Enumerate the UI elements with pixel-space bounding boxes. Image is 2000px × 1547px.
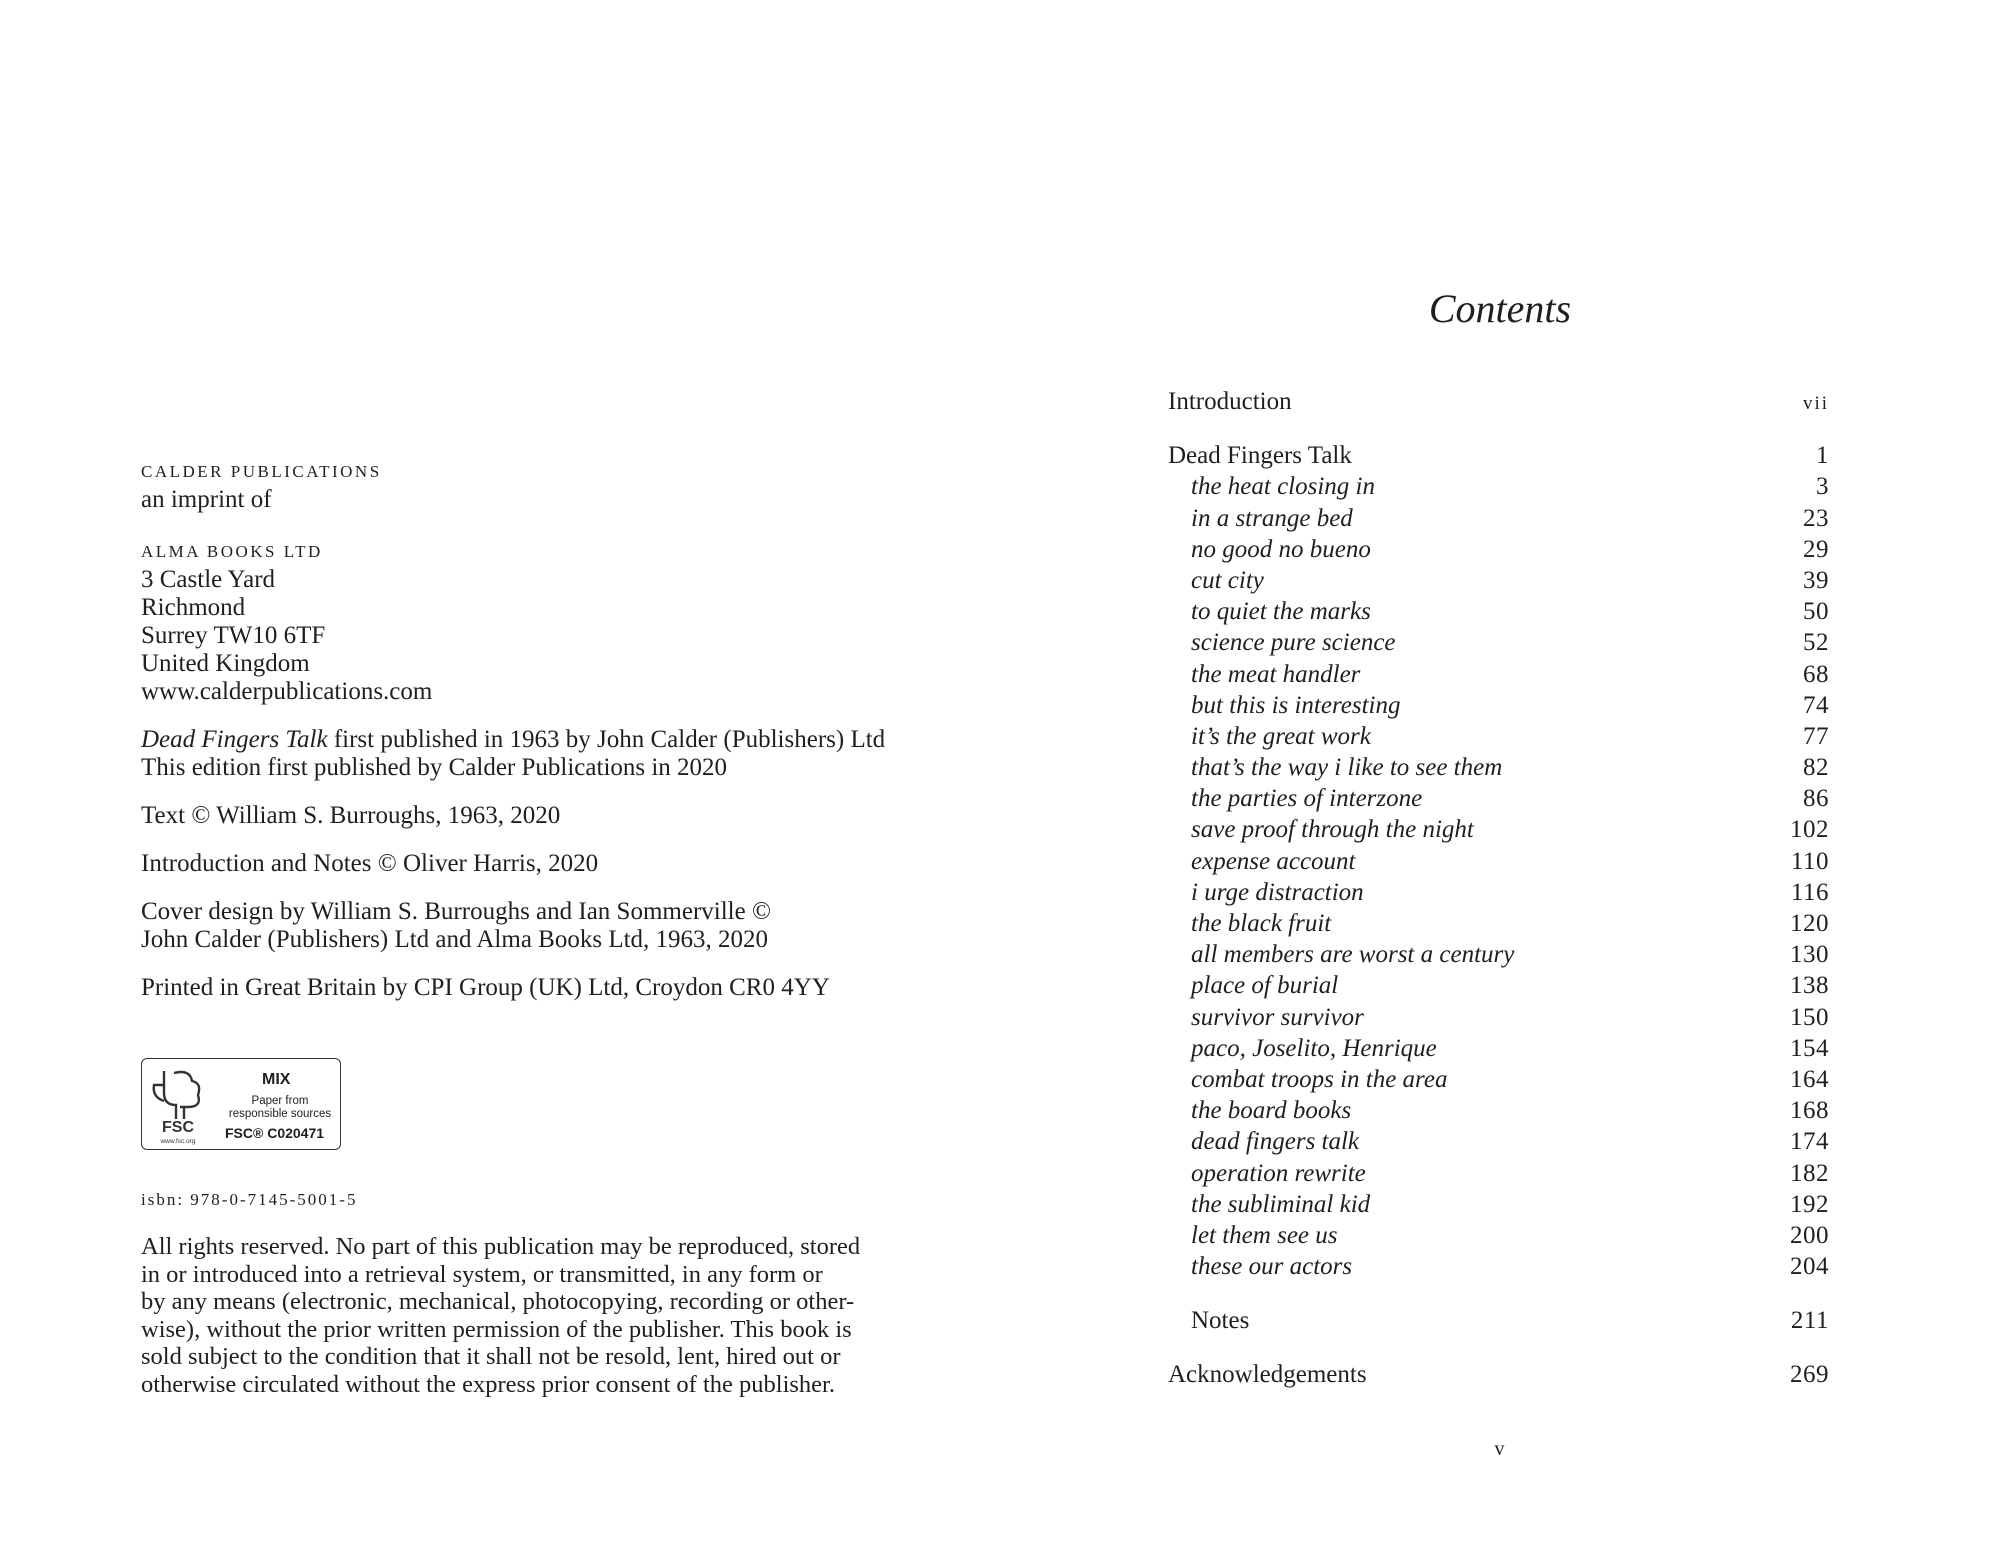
fsc-label (141, 1058, 341, 1150)
cover-design-line: Cover design by William S. Burroughs and Ian Sommerville © (141, 898, 771, 925)
toc-page: 116 (1790, 878, 1829, 906)
toc-chapter[interactable] (1168, 1097, 1829, 1128)
toc-page: 164 (1790, 1065, 1829, 1093)
toc-label: but this is interesting (1191, 691, 1401, 719)
toc-label: in a strange bed (1191, 504, 1353, 532)
fsc-tree-icon (150, 1063, 206, 1147)
toc-page: 86 (1803, 785, 1829, 813)
toc-label: science pure science (1191, 629, 1396, 657)
imprint-of: an imprint of (141, 486, 272, 513)
toc-chapter[interactable] (1168, 972, 1829, 1003)
rights-line: All rights reserved. No part of this publication may be reproduced, stored (141, 1233, 861, 1260)
toc-page: 110 (1790, 847, 1829, 875)
toc-label: save proof through the night (1191, 816, 1474, 844)
imprint-block (141, 458, 901, 1002)
toc-page: 120 (1790, 910, 1829, 937)
toc-page: 150 (1790, 1003, 1829, 1031)
toc-page: 130 (1790, 941, 1829, 969)
toc-chapter[interactable] (1168, 785, 1829, 816)
toc-page: 192 (1790, 1190, 1829, 1218)
address-line: 3 Castle Yard (141, 566, 276, 593)
toc-page: 68 (1803, 660, 1829, 688)
toc-chapter[interactable] (1168, 473, 1829, 504)
toc-label: combat troops in the area (1191, 1065, 1448, 1093)
rights-line: wise), without the prior written permission of the publisher. This book is (141, 1315, 852, 1343)
toc-chapter[interactable] (1168, 1035, 1829, 1066)
toc-page: 211 (1790, 1307, 1829, 1335)
toc-page: 269 (1790, 1361, 1829, 1389)
toc-page: 23 (1803, 504, 1829, 532)
toc-label: the subliminal kid (1191, 1190, 1371, 1218)
toc-page: 154 (1790, 1034, 1829, 1062)
toc-chapter[interactable] (1168, 629, 1829, 660)
fsc-code: FSC® C020471 (225, 1125, 325, 1141)
text-copyright: Text © William S. Burroughs, 1963, 2020 (141, 802, 561, 829)
toc-label: place of burial (1191, 972, 1339, 1000)
toc-label: Introduction (1168, 388, 1292, 415)
toc-label: operation rewrite (1191, 1159, 1366, 1187)
rights-notice (141, 1233, 863, 1399)
rights-line: otherwise circulated without the express prior consent of the publisher. (141, 1370, 835, 1398)
cover-design-line: John Calder (Publishers) Ltd and Alma Books Ltd, 1963, 2020 (141, 926, 769, 953)
toc-label: no good no bueno (1191, 535, 1371, 563)
toc-page: 74 (1803, 691, 1829, 719)
isbn: isbn: 978-0-7145-5001-5 (141, 1190, 358, 1209)
contents-page (1000, 0, 2000, 1547)
fsc-paper-sources: Paper from responsible sources (228, 1095, 332, 1120)
toc-page: 39 (1803, 566, 1829, 594)
toc-page: 182 (1790, 1159, 1829, 1187)
toc-label: these our actors (1191, 1253, 1353, 1281)
toc-entry-notes[interactable] (1168, 1307, 1829, 1338)
toc-chapter[interactable] (1168, 1253, 1829, 1284)
toc-page: 204 (1790, 1253, 1829, 1281)
publisher-name: CALDER PUBLICATIONS (141, 462, 382, 481)
toc-label: Dead Fingers Talk (1168, 442, 1352, 470)
intro-copyright: Introduction and Notes © Oliver Harris, 2020 (141, 850, 599, 877)
toc-chapter[interactable] (1168, 536, 1829, 567)
toc-page: 29 (1803, 535, 1829, 563)
toc-label: the parties of interzone (1191, 785, 1423, 813)
toc-label: let them see us (1191, 1221, 1338, 1249)
toc-chapter[interactable] (1168, 1222, 1829, 1253)
edition-notice (141, 726, 901, 782)
toc-label: the board books (1191, 1097, 1352, 1125)
toc-label: the meat handler (1191, 660, 1361, 688)
toc-page: 138 (1790, 972, 1829, 1000)
parent-publisher: ALMA BOOKS LTD (141, 542, 323, 561)
toc-chapter[interactable] (1168, 505, 1829, 536)
rights-line: in or introduced into a retrieval system, or transmitted, in any form or (141, 1260, 823, 1288)
toc-page: 174 (1790, 1128, 1829, 1156)
toc-label: i urge distraction (1191, 878, 1364, 906)
toc-page: vii (1802, 393, 1829, 414)
rights-line: by any means (electronic, mechanical, photocopying, recording or other- (141, 1288, 855, 1316)
toc-page: 82 (1803, 754, 1829, 782)
toc-page: 3 (1816, 473, 1829, 501)
printer-notice: Printed in Great Britain by CPI Group (UK) Ltd, Croydon CR0 4YY (141, 974, 830, 1001)
toc-label: Notes (1191, 1307, 1250, 1335)
toc-label: paco, Joselito, Henrique (1191, 1034, 1437, 1062)
toc-page: 1 (1816, 442, 1829, 470)
address-line: Richmond (141, 594, 246, 621)
toc-chapter[interactable] (1168, 598, 1829, 629)
toc-page: 52 (1803, 629, 1829, 657)
toc-chapter[interactable] (1168, 692, 1829, 723)
toc-label: that’s the way i like to see them (1191, 754, 1503, 782)
toc-chapter[interactable] (1168, 754, 1829, 785)
toc-label: expense account (1191, 847, 1356, 875)
toc-entry-introduction[interactable] (1168, 388, 1829, 419)
rights-line: sold subject to the condition that it shall not be resold, lent, hired out or (141, 1343, 841, 1371)
toc-chapter[interactable] (1168, 910, 1829, 941)
fsc-logo-text: FSC (162, 1119, 194, 1136)
toc-chapter[interactable] (1168, 941, 1829, 972)
toc-chapter[interactable] (1168, 1066, 1829, 1097)
toc-chapter[interactable] (1168, 1128, 1829, 1159)
toc-entry-dead-fingers-talk[interactable] (1168, 442, 1829, 473)
toc-page: 50 (1803, 598, 1829, 626)
address-line: United Kingdom (141, 650, 310, 677)
address-line: Surrey TW10 6TF (141, 622, 326, 649)
toc-chapter[interactable] (1168, 1191, 1829, 1222)
fsc-logo-url: www.fsc.org (160, 1138, 196, 1145)
toc-chapter[interactable] (1168, 1004, 1829, 1035)
toc-label: Acknowledgements (1168, 1361, 1367, 1389)
toc-page: 168 (1790, 1097, 1829, 1125)
website-link: www.calderpublications.com (141, 678, 433, 705)
book-title: Dead Fingers Talk (141, 726, 328, 753)
toc-label: dead fingers talk (1191, 1128, 1360, 1156)
toc-label: all members are worst a century (1191, 941, 1515, 969)
toc-label: it’s the great work (1191, 722, 1371, 750)
edition-line-1: first published in 1963 by John Calder (Publishers) Ltd (327, 726, 886, 753)
edition-line-2: This edition first published by Calder Publications in 2020 (141, 754, 728, 781)
toc-chapter[interactable] (1168, 723, 1829, 754)
toc-chapter[interactable] (1168, 661, 1829, 692)
toc-chapter[interactable] (1168, 848, 1829, 879)
toc-label: survivor survivor (1191, 1003, 1364, 1031)
page-number: v (1494, 1438, 1506, 1460)
toc-label: cut city (1191, 566, 1264, 594)
toc-label: the black fruit (1191, 910, 1332, 937)
table-of-contents (1168, 388, 1829, 1393)
toc-page: 77 (1803, 722, 1829, 750)
toc-chapter[interactable] (1168, 1160, 1829, 1191)
toc-chapter[interactable] (1168, 567, 1829, 598)
toc-chapter[interactable] (1168, 879, 1829, 910)
fsc-mix: MIX (262, 1071, 291, 1088)
toc-chapter[interactable] (1168, 816, 1829, 847)
toc-page: 200 (1790, 1221, 1829, 1249)
contents-title: Contents (1428, 286, 1572, 331)
toc-entry-acknowledgements[interactable] (1168, 1361, 1829, 1392)
toc-page: 102 (1790, 816, 1829, 844)
toc-label: the heat closing in (1191, 473, 1375, 501)
toc-label: to quiet the marks (1191, 598, 1371, 626)
